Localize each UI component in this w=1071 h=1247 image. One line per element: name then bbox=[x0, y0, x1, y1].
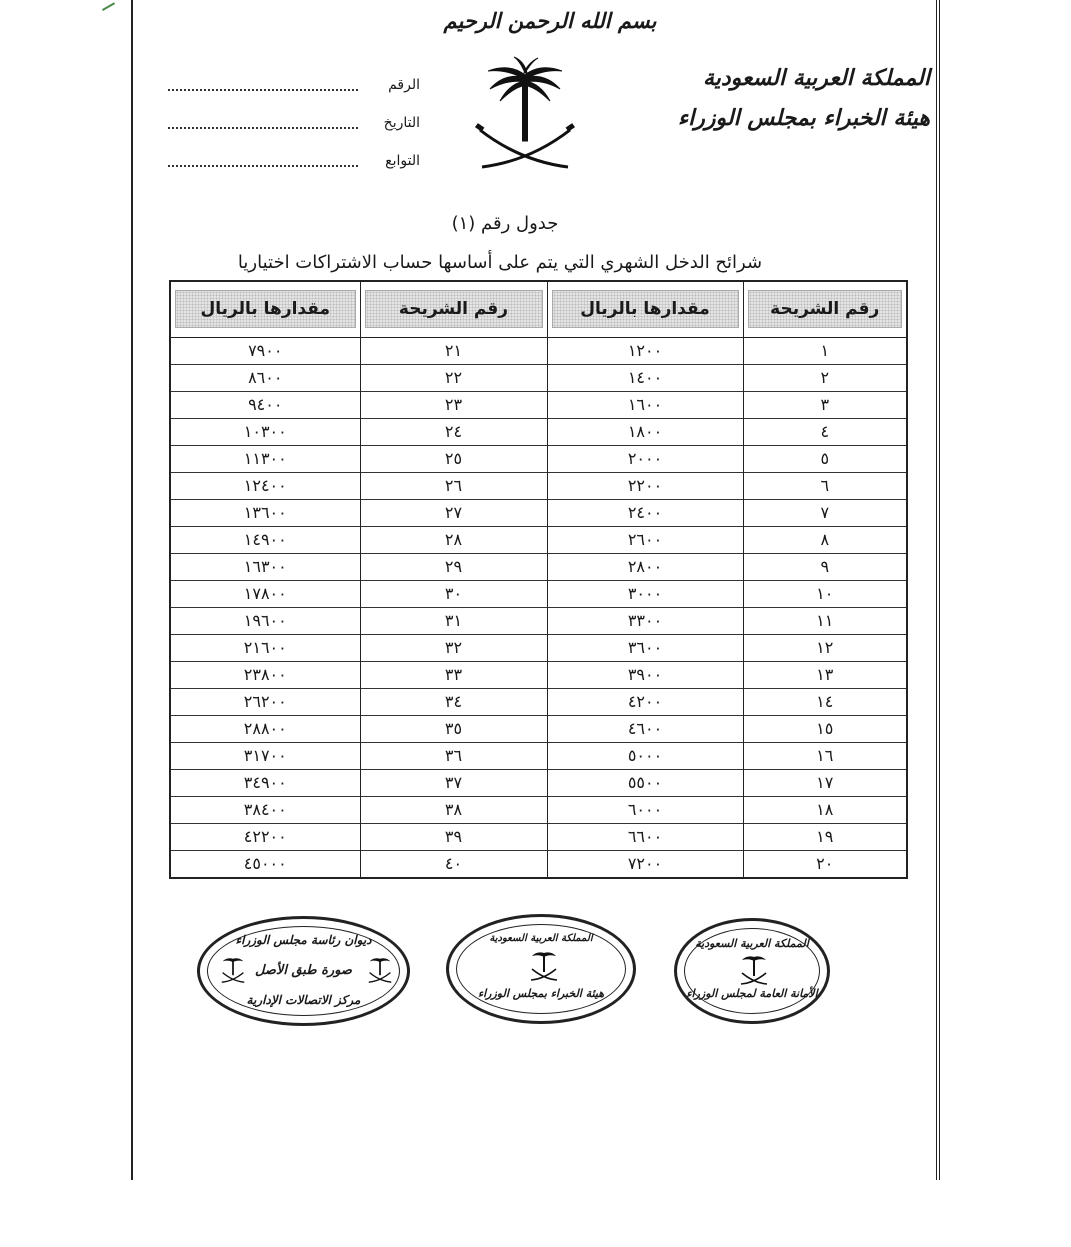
cell-amount: ١٤٠٠ bbox=[547, 364, 743, 391]
income-brackets-table bbox=[169, 280, 908, 879]
table-row bbox=[170, 715, 907, 742]
cell-bracket-number: ٣٣ bbox=[360, 661, 547, 688]
table-row bbox=[170, 418, 907, 445]
seal-general-secretariat: المملكة العربية السعودية الأمانة العامة لمجلس الوزراء bbox=[674, 918, 830, 1024]
cell-amount: ٣٣٠٠ bbox=[547, 607, 743, 634]
cell-bracket-number: ٢٧ bbox=[360, 499, 547, 526]
cell-bracket-number: ٧ bbox=[743, 499, 907, 526]
cell-bracket-number: ٣٠ bbox=[360, 580, 547, 607]
table-row bbox=[170, 688, 907, 715]
cell-bracket-number: ١٨ bbox=[743, 796, 907, 823]
cell-amount: ٢٠٠٠ bbox=[547, 445, 743, 472]
cell-amount: ١٨٠٠ bbox=[547, 418, 743, 445]
table-number: جدول رقم (١) bbox=[451, 213, 559, 234]
cell-amount: ٢٦٢٠٠ bbox=[170, 688, 360, 715]
cell-bracket-number: ٢٨ bbox=[360, 526, 547, 553]
header-amount-1: مقدارها بالريال bbox=[547, 281, 743, 337]
cell-bracket-number: ١٠ bbox=[743, 580, 907, 607]
cell-bracket-number: ٢٢ bbox=[360, 364, 547, 391]
table-row bbox=[170, 526, 907, 553]
cell-bracket-number: ١٣ bbox=[743, 661, 907, 688]
cell-bracket-number: ٣١ bbox=[360, 607, 547, 634]
organization-header bbox=[677, 58, 930, 138]
cell-amount: ١٦٠٠ bbox=[547, 391, 743, 418]
cell-amount: ١٢٠٠ bbox=[547, 337, 743, 364]
table-header-row bbox=[170, 281, 907, 337]
cell-amount: ٤٦٠٠ bbox=[547, 715, 743, 742]
cell-bracket-number: ٢٤ bbox=[360, 418, 547, 445]
cell-amount: ٣٦٠٠ bbox=[547, 634, 743, 661]
seal-experts-commission: المملكة العربية السعودية هيئة الخبراء بمجلس الوزراء bbox=[446, 914, 636, 1024]
table-row bbox=[170, 850, 907, 878]
page-border-right bbox=[936, 0, 940, 1180]
table-row bbox=[170, 823, 907, 850]
table-row bbox=[170, 364, 907, 391]
cell-bracket-number: ١٢ bbox=[743, 634, 907, 661]
seal-council-presidency: ديوان رئاسة مجلس الوزراء صورة طبق الأصل مركز الاتصالات الإدارية bbox=[197, 916, 410, 1026]
cell-amount: ٦٠٠٠ bbox=[547, 796, 743, 823]
cell-amount: ٢٣٨٠٠ bbox=[170, 661, 360, 688]
field-attachments-value[interactable] bbox=[168, 155, 358, 167]
cell-bracket-number: ٣٩ bbox=[360, 823, 547, 850]
palm-and-swords-icon bbox=[367, 955, 393, 985]
cell-amount: ٣٩٠٠ bbox=[547, 661, 743, 688]
cell-amount: ٣٠٠٠ bbox=[547, 580, 743, 607]
table-row bbox=[170, 391, 907, 418]
cell-bracket-number: ٢٣ bbox=[360, 391, 547, 418]
table-caption: شرائح الدخل الشهري التي يتم على أساسها حساب الاشتراكات اختياريا bbox=[237, 252, 763, 273]
org-line-1: المملكة العربية السعودية bbox=[702, 65, 930, 91]
header-bracket-number-2: رقم الشريحة bbox=[360, 281, 547, 337]
cell-amount: ٩٤٠٠ bbox=[170, 391, 360, 418]
table-row bbox=[170, 445, 907, 472]
cell-amount: ٥٠٠٠ bbox=[547, 742, 743, 769]
cell-amount: ٢٨٨٠٠ bbox=[170, 715, 360, 742]
cell-amount: ٢١٦٠٠ bbox=[170, 634, 360, 661]
table-row bbox=[170, 337, 907, 364]
cell-bracket-number: ٥ bbox=[743, 445, 907, 472]
cell-bracket-number: ١٩ bbox=[743, 823, 907, 850]
field-attachments bbox=[160, 142, 420, 180]
cell-amount: ٢٤٠٠ bbox=[547, 499, 743, 526]
cell-bracket-number: ٣٤ bbox=[360, 688, 547, 715]
field-date bbox=[160, 104, 420, 142]
cell-amount: ٦٦٠٠ bbox=[547, 823, 743, 850]
palm-and-swords-icon bbox=[739, 953, 769, 987]
cell-amount: ٥٥٠٠ bbox=[547, 769, 743, 796]
table-row bbox=[170, 472, 907, 499]
cell-bracket-number: ٢٠ bbox=[743, 850, 907, 878]
cell-amount: ٤٢٢٠٠ bbox=[170, 823, 360, 850]
cell-bracket-number: ٦ bbox=[743, 472, 907, 499]
cell-amount: ١١٣٠٠ bbox=[170, 445, 360, 472]
cell-amount: ١٠٣٠٠ bbox=[170, 418, 360, 445]
cell-amount: ٧٢٠٠ bbox=[547, 850, 743, 878]
cell-bracket-number: ٣٧ bbox=[360, 769, 547, 796]
cell-bracket-number: ١٦ bbox=[743, 742, 907, 769]
cell-amount: ٢٨٠٠ bbox=[547, 553, 743, 580]
table-row bbox=[170, 607, 907, 634]
cell-bracket-number: ١٧ bbox=[743, 769, 907, 796]
table-row bbox=[170, 634, 907, 661]
cell-amount: ٢٦٠٠ bbox=[547, 526, 743, 553]
field-date-label: التاريخ bbox=[383, 115, 420, 131]
cell-bracket-number: ١٤ bbox=[743, 688, 907, 715]
field-number bbox=[160, 66, 420, 104]
cell-bracket-number: ٣٦ bbox=[360, 742, 547, 769]
field-number-label: الرقم bbox=[388, 77, 420, 93]
header-amount-2: مقدارها بالريال bbox=[170, 281, 360, 337]
palm-and-swords-icon bbox=[529, 949, 559, 983]
cell-bracket-number: ١١ bbox=[743, 607, 907, 634]
cell-amount: ١٦٣٠٠ bbox=[170, 553, 360, 580]
cell-amount: ٣٨٤٠٠ bbox=[170, 796, 360, 823]
cell-amount: ٧٩٠٠ bbox=[170, 337, 360, 364]
cell-bracket-number: ٢٥ bbox=[360, 445, 547, 472]
cell-bracket-number: ٨ bbox=[743, 526, 907, 553]
cell-amount: ١٧٨٠٠ bbox=[170, 580, 360, 607]
table-row bbox=[170, 580, 907, 607]
reference-fields bbox=[160, 66, 420, 180]
cell-bracket-number: ٣٨ bbox=[360, 796, 547, 823]
cell-bracket-number: ٩ bbox=[743, 553, 907, 580]
cell-bracket-number: ٢١ bbox=[360, 337, 547, 364]
field-number-value[interactable] bbox=[168, 79, 358, 91]
cell-bracket-number: ١ bbox=[743, 337, 907, 364]
cell-bracket-number: ١٥ bbox=[743, 715, 907, 742]
field-date-value[interactable] bbox=[168, 117, 358, 129]
cell-amount: ٣١٧٠٠ bbox=[170, 742, 360, 769]
cell-bracket-number: ٢ bbox=[743, 364, 907, 391]
cell-amount: ١٤٩٠٠ bbox=[170, 526, 360, 553]
cell-amount: ١٩٦٠٠ bbox=[170, 607, 360, 634]
cell-amount: ٨٦٠٠ bbox=[170, 364, 360, 391]
cell-amount: ١٢٤٠٠ bbox=[170, 472, 360, 499]
cell-bracket-number: ٤٠ bbox=[360, 850, 547, 878]
corner-mark bbox=[99, 0, 115, 11]
page-border-left bbox=[131, 0, 133, 1180]
table-row bbox=[170, 769, 907, 796]
cell-bracket-number: ٢٦ bbox=[360, 472, 547, 499]
palm-and-swords-icon bbox=[470, 55, 580, 180]
cell-bracket-number: ٢٩ bbox=[360, 553, 547, 580]
cell-amount: ٤٥٠٠٠ bbox=[170, 850, 360, 878]
basmala: بسم الله الرحمن الرحيم bbox=[443, 8, 657, 33]
table-row bbox=[170, 553, 907, 580]
cell-amount: ٢٢٠٠ bbox=[547, 472, 743, 499]
field-attachments-label: التوابع bbox=[385, 153, 420, 169]
cell-bracket-number: ٤ bbox=[743, 418, 907, 445]
table-row bbox=[170, 796, 907, 823]
cell-amount: ٣٤٩٠٠ bbox=[170, 769, 360, 796]
header-bracket-number-1: رقم الشريحة bbox=[743, 281, 907, 337]
cell-bracket-number: ٣٢ bbox=[360, 634, 547, 661]
cell-amount: ١٣٦٠٠ bbox=[170, 499, 360, 526]
table-row bbox=[170, 661, 907, 688]
cell-bracket-number: ٣٥ bbox=[360, 715, 547, 742]
table-row bbox=[170, 499, 907, 526]
cell-amount: ٤٢٠٠ bbox=[547, 688, 743, 715]
table-row bbox=[170, 742, 907, 769]
cell-bracket-number: ٣ bbox=[743, 391, 907, 418]
org-line-2: هيئة الخبراء بمجلس الوزراء bbox=[677, 105, 930, 131]
